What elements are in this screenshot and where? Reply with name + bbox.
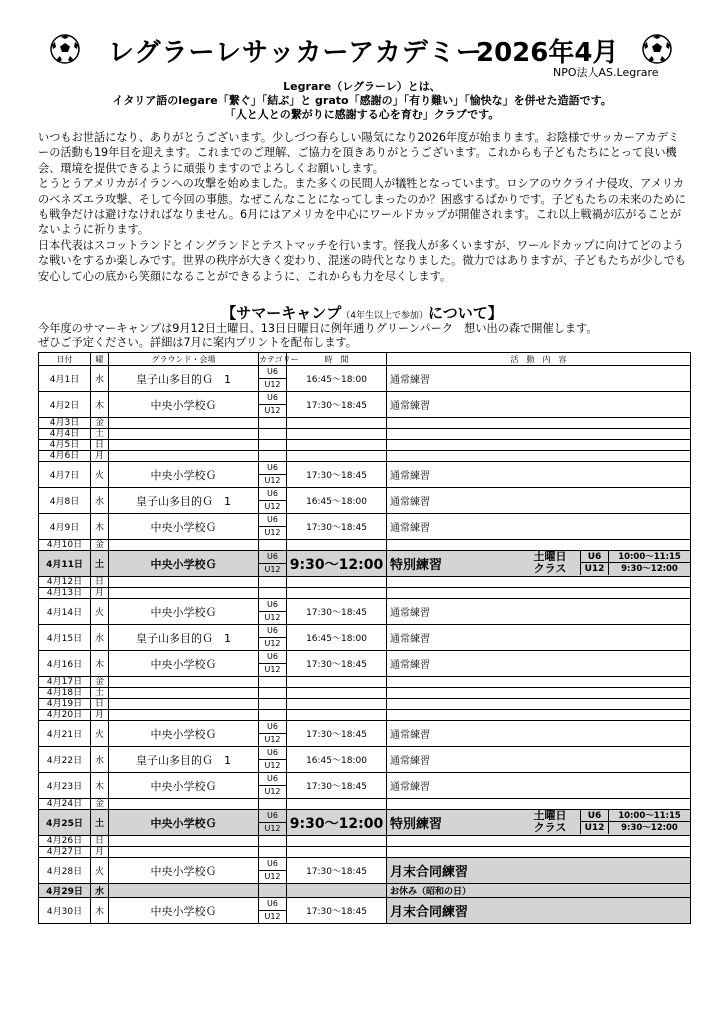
table-row xyxy=(39,799,691,810)
row-location: 中央小学校Ｇ xyxy=(109,858,259,884)
row-location xyxy=(109,884,259,898)
row-time xyxy=(287,688,387,699)
row-activity xyxy=(387,540,691,551)
row-date: 4月21日 xyxy=(39,721,91,747)
sat-u6-row xyxy=(580,810,690,822)
row-location xyxy=(109,440,259,451)
row-day-of-week: 火 xyxy=(91,858,109,884)
sat-u12-cat: U12 xyxy=(581,563,609,575)
row-time xyxy=(287,699,387,710)
header-location: グラウンド・会場 xyxy=(109,353,259,366)
row-location: 皇子山多目的Ｇ 1 xyxy=(109,488,259,514)
row-time: 17:30～18:45 xyxy=(287,773,387,799)
category-u12: U12 xyxy=(264,872,281,881)
category-u6: U6 xyxy=(259,366,286,379)
paragraph: いつもお世話になり、ありがとうございます。少しづつ春らしい陽気になり2026年度が始まります。お陰様でサッカーアカデミーの活動も19年目を迎えます。これまでのご理解、ご協力を頂きありがとうございます。これからも子どもたちにとって良い機会、環境を提供できるように頑張りますのでよろしくお願いします。 xyxy=(38,131,680,175)
row-activity xyxy=(387,699,691,710)
row-day-of-week: 木 xyxy=(91,514,109,540)
row-location: 中央小学校Ｇ xyxy=(109,773,259,799)
row-date: 4月28日 xyxy=(39,858,91,884)
sat-label-line: 土曜日 xyxy=(533,550,567,563)
row-time: 17:30～18:45 xyxy=(287,599,387,625)
table-row xyxy=(39,625,691,651)
sat-label-line: クラス xyxy=(533,821,567,834)
row-activity: 通常練習 xyxy=(387,392,691,418)
row-category xyxy=(259,577,287,588)
row-location: 皇子山多目的Ｇ 1 xyxy=(109,625,259,651)
row-time xyxy=(287,836,387,847)
row-day-of-week: 日 xyxy=(91,440,109,451)
saturday-class-box xyxy=(520,810,690,834)
row-activity: 通常練習 xyxy=(387,488,691,514)
table-row xyxy=(39,599,691,625)
row-activity xyxy=(387,577,691,588)
row-activity: 通常練習 xyxy=(387,366,691,392)
row-date: 4月27日 xyxy=(39,847,91,858)
summer-line: 今年度のサマーキャンプは9月12日土曜日、13日日曜日に例年通りグリーンパーク 想い出の森で開催します。 xyxy=(38,322,598,335)
row-date: 4月4日 xyxy=(39,429,91,440)
row-day-of-week: 金 xyxy=(91,799,109,810)
row-category xyxy=(259,488,287,514)
table-header-row xyxy=(39,353,691,366)
row-time: 16:45～18:00 xyxy=(287,366,387,392)
row-location: 中央小学校Ｇ xyxy=(109,810,259,836)
table-row xyxy=(39,651,691,677)
row-category xyxy=(259,858,287,884)
row-category xyxy=(259,810,287,836)
row-activity xyxy=(387,429,691,440)
row-location xyxy=(109,836,259,847)
row-day-of-week: 月 xyxy=(91,710,109,721)
row-activity xyxy=(387,847,691,858)
summer-camp-heading xyxy=(0,302,724,323)
row-location: 中央小学校Ｇ xyxy=(109,898,259,924)
club-intro xyxy=(0,80,724,122)
sat-u6-cat: U6 xyxy=(581,810,609,821)
header-dow: 曜 xyxy=(91,353,109,366)
row-category xyxy=(259,429,287,440)
soccer-ball-icon xyxy=(50,34,80,64)
row-date: 4月15日 xyxy=(39,625,91,651)
row-location xyxy=(109,577,259,588)
row-date: 4月5日 xyxy=(39,440,91,451)
row-day-of-week: 火 xyxy=(91,721,109,747)
row-time: 9:30～12:00 xyxy=(287,810,387,836)
category-u6: U6 xyxy=(259,551,286,564)
row-activity xyxy=(387,836,691,847)
header-date: 日付 xyxy=(39,353,91,366)
row-location xyxy=(109,588,259,599)
row-location xyxy=(109,710,259,721)
row-day-of-week: 月 xyxy=(91,451,109,462)
row-activity: 月末合同練習 xyxy=(387,858,691,884)
row-time xyxy=(287,710,387,721)
row-location: 中央小学校Ｇ xyxy=(109,551,259,577)
row-location xyxy=(109,677,259,688)
category-u6: U6 xyxy=(259,773,286,786)
row-activity xyxy=(387,688,691,699)
row-category xyxy=(259,540,287,551)
row-location: 皇子山多目的Ｇ 1 xyxy=(109,366,259,392)
row-date: 4月18日 xyxy=(39,688,91,699)
table-row xyxy=(39,710,691,721)
category-u12: U12 xyxy=(264,912,281,921)
row-category xyxy=(259,551,287,577)
row-activity xyxy=(387,551,691,577)
organization-name: NPO法人AS.Legrare xyxy=(553,66,659,79)
sat-u12-time: 9:30～12:00 xyxy=(621,564,678,574)
sat-u12-row xyxy=(580,563,690,575)
row-activity xyxy=(387,677,691,688)
row-day-of-week: 土 xyxy=(91,688,109,699)
row-date: 4月14日 xyxy=(39,599,91,625)
row-date: 4月2日 xyxy=(39,392,91,418)
category-u6: U6 xyxy=(259,514,286,527)
category-u12: U12 xyxy=(264,665,281,674)
row-location: 皇子山多目的Ｇ 1 xyxy=(109,747,259,773)
row-date: 4月13日 xyxy=(39,588,91,599)
sat-u12-time: 9:30～12:00 xyxy=(621,823,678,833)
row-location: 中央小学校Ｇ xyxy=(109,392,259,418)
row-time: 17:30～18:45 xyxy=(287,898,387,924)
row-time xyxy=(287,677,387,688)
row-day-of-week: 金 xyxy=(91,540,109,551)
row-time: 17:30～18:45 xyxy=(287,462,387,488)
row-date: 4月6日 xyxy=(39,451,91,462)
summer-title-pre: 【サマーキャンプ xyxy=(221,304,342,322)
table-row xyxy=(39,898,691,924)
sat-label-line: 土曜日 xyxy=(533,809,567,822)
row-category xyxy=(259,625,287,651)
row-activity xyxy=(387,418,691,429)
row-day-of-week: 水 xyxy=(91,488,109,514)
row-time xyxy=(287,451,387,462)
category-u6: U6 xyxy=(259,898,286,911)
row-category xyxy=(259,588,287,599)
table-row xyxy=(39,366,691,392)
row-activity xyxy=(387,799,691,810)
row-location: 中央小学校Ｇ xyxy=(109,599,259,625)
row-date: 4月30日 xyxy=(39,898,91,924)
category-u6: U6 xyxy=(259,858,286,871)
saturday-class-times xyxy=(580,551,690,575)
schedule-month: 2026年4月 xyxy=(476,38,619,68)
category-u6: U6 xyxy=(259,625,286,638)
row-day-of-week: 木 xyxy=(91,392,109,418)
category-u12: U12 xyxy=(264,380,281,389)
row-day-of-week: 土 xyxy=(91,551,109,577)
row-time xyxy=(287,540,387,551)
summer-title-post: について】 xyxy=(428,304,503,322)
header-activity: 活 動 内 容 xyxy=(387,353,691,366)
row-category xyxy=(259,747,287,773)
row-time: 16:45～18:00 xyxy=(287,625,387,651)
row-time xyxy=(287,418,387,429)
row-category xyxy=(259,366,287,392)
row-time xyxy=(287,799,387,810)
row-activity xyxy=(387,588,691,599)
page-header xyxy=(0,30,724,80)
row-category xyxy=(259,392,287,418)
row-day-of-week: 日 xyxy=(91,577,109,588)
row-activity xyxy=(387,810,691,836)
row-category xyxy=(259,462,287,488)
row-date: 4月24日 xyxy=(39,799,91,810)
row-location: 中央小学校Ｇ xyxy=(109,514,259,540)
table-row xyxy=(39,721,691,747)
row-date: 4月1日 xyxy=(39,366,91,392)
row-day-of-week: 水 xyxy=(91,884,109,898)
intro-line: 「人と人との繋がりに感謝する心を育む」クラブです。 xyxy=(224,108,500,121)
row-time xyxy=(287,847,387,858)
table-row xyxy=(39,588,691,599)
table-row xyxy=(39,847,691,858)
row-day-of-week: 日 xyxy=(91,699,109,710)
row-category xyxy=(259,773,287,799)
row-category xyxy=(259,651,287,677)
row-category xyxy=(259,836,287,847)
page-title: レグラーレサッカーアカデミー xyxy=(108,38,483,68)
category-u6: U6 xyxy=(259,488,286,501)
row-activity xyxy=(387,451,691,462)
row-day-of-week: 金 xyxy=(91,418,109,429)
saturday-class-label xyxy=(520,810,580,834)
row-category xyxy=(259,599,287,625)
table-row xyxy=(39,773,691,799)
table-row xyxy=(39,392,691,418)
row-category xyxy=(259,514,287,540)
table-row xyxy=(39,688,691,699)
row-day-of-week: 月 xyxy=(91,588,109,599)
paragraph: 日本代表はスコットランドとイングランドとテストマッチを行います。怪我人が多くいますが、ワールドカップに向けてどのような戦いをするか楽しみです。世界の秩序が大きく変わり、混迷の時代となりました。微力ではありますが、子どもたちが少しでも安心して心の底から笑顔になることができるように、これからも力を尽くします。 xyxy=(38,238,686,283)
table-row xyxy=(39,540,691,551)
row-category xyxy=(259,440,287,451)
category-u12: U12 xyxy=(264,824,281,833)
table-row xyxy=(39,462,691,488)
greeting-text xyxy=(38,130,690,284)
table-row xyxy=(39,488,691,514)
category-u6: U6 xyxy=(259,462,286,475)
row-date: 4月16日 xyxy=(39,651,91,677)
category-u12: U12 xyxy=(264,476,281,485)
row-activity: 通常練習 xyxy=(387,514,691,540)
row-time: 17:30～18:45 xyxy=(287,721,387,747)
row-date: 4月19日 xyxy=(39,699,91,710)
row-day-of-week: 土 xyxy=(91,429,109,440)
table-row xyxy=(39,884,691,898)
table-row xyxy=(39,677,691,688)
intro-line: Legrare（レグラーレ）とは、 xyxy=(283,80,441,93)
row-day-of-week: 金 xyxy=(91,677,109,688)
paragraph: とうとうアメリカがイランへの攻撃を始めました。また多くの民間人が犠牲となっています。ロシアのウクライナ侵攻、アメリカのベネズエラ攻撃、そして今回の事態。なぜこんなことになってしまったのか？困惑するばかりです。子どもたちの未来のためにも戦争だけは避けなければなりません。6月にはアメリカを中心にワールドカップが開催されます。これ以上戦禍が広がることがないように祈ります。 xyxy=(38,177,686,237)
row-day-of-week: 水 xyxy=(91,625,109,651)
row-day-of-week: 火 xyxy=(91,462,109,488)
category-u6: U6 xyxy=(259,747,286,760)
row-time: 16:45～18:00 xyxy=(287,747,387,773)
row-time: 17:30～18:45 xyxy=(287,514,387,540)
sat-u6-time: 10:00～11:15 xyxy=(618,811,681,821)
sat-u12-row xyxy=(580,822,690,834)
row-activity: 通常練習 xyxy=(387,721,691,747)
row-date: 4月26日 xyxy=(39,836,91,847)
row-activity: 通常練習 xyxy=(387,599,691,625)
row-date: 4月22日 xyxy=(39,747,91,773)
row-day-of-week: 水 xyxy=(91,747,109,773)
row-time: 17:30～18:45 xyxy=(287,858,387,884)
row-activity: 通常練習 xyxy=(387,651,691,677)
schedule-table xyxy=(38,352,691,924)
row-category xyxy=(259,799,287,810)
row-date: 4月20日 xyxy=(39,710,91,721)
table-row xyxy=(39,810,691,836)
row-location xyxy=(109,847,259,858)
activity-label: 特別練習 xyxy=(390,817,443,832)
row-category xyxy=(259,721,287,747)
row-location: 中央小学校Ｇ xyxy=(109,462,259,488)
table-row xyxy=(39,514,691,540)
row-category xyxy=(259,884,287,898)
saturday-class-times xyxy=(580,810,690,834)
table-row xyxy=(39,440,691,451)
saturday-class-box xyxy=(520,551,690,575)
table-row xyxy=(39,429,691,440)
row-date: 4月10日 xyxy=(39,540,91,551)
row-category xyxy=(259,677,287,688)
row-location xyxy=(109,418,259,429)
table-row xyxy=(39,451,691,462)
category-u12: U12 xyxy=(264,528,281,537)
category-u6: U6 xyxy=(259,651,286,664)
category-u6: U6 xyxy=(259,392,286,405)
table-row xyxy=(39,418,691,429)
row-day-of-week: 木 xyxy=(91,898,109,924)
row-location xyxy=(109,451,259,462)
header-time: 時 間 xyxy=(287,353,387,366)
row-activity xyxy=(387,440,691,451)
row-activity: お休み（昭和の日） xyxy=(387,884,691,898)
row-category xyxy=(259,847,287,858)
sat-u12-cat: U12 xyxy=(581,822,609,834)
row-day-of-week: 月 xyxy=(91,847,109,858)
row-date: 4月17日 xyxy=(39,677,91,688)
row-day-of-week: 水 xyxy=(91,366,109,392)
category-u12: U12 xyxy=(264,735,281,744)
soccer-ball-icon xyxy=(642,34,672,64)
row-date: 4月12日 xyxy=(39,577,91,588)
row-category xyxy=(259,688,287,699)
category-u6: U6 xyxy=(259,599,286,612)
row-time xyxy=(287,884,387,898)
summer-camp-text xyxy=(38,322,688,350)
header-category: カテゴリー xyxy=(259,354,299,364)
row-day-of-week: 木 xyxy=(91,651,109,677)
row-day-of-week: 火 xyxy=(91,599,109,625)
row-date: 4月3日 xyxy=(39,418,91,429)
row-location xyxy=(109,688,259,699)
table-row xyxy=(39,858,691,884)
row-time xyxy=(287,440,387,451)
row-activity: 月末合同練習 xyxy=(387,898,691,924)
sat-u6-time: 10:00～11:15 xyxy=(618,552,681,562)
row-time xyxy=(287,588,387,599)
sat-u6-cat: U6 xyxy=(581,551,609,562)
row-category xyxy=(259,699,287,710)
summer-line: ぜひご予定ください。詳細は7月に案内プリントを配布します。 xyxy=(38,336,358,349)
table-row xyxy=(39,699,691,710)
row-location xyxy=(109,429,259,440)
row-day-of-week: 木 xyxy=(91,773,109,799)
row-category xyxy=(259,451,287,462)
category-u12: U12 xyxy=(264,502,281,511)
row-date: 4月23日 xyxy=(39,773,91,799)
row-date: 4月7日 xyxy=(39,462,91,488)
row-location xyxy=(109,799,259,810)
row-time xyxy=(287,577,387,588)
row-time: 9:30～12:00 xyxy=(287,551,387,577)
category-u12: U12 xyxy=(264,565,281,574)
table-row xyxy=(39,747,691,773)
row-time: 16:45～18:00 xyxy=(287,488,387,514)
row-time xyxy=(287,429,387,440)
row-category xyxy=(259,710,287,721)
row-category xyxy=(259,418,287,429)
row-date: 4月25日 xyxy=(39,810,91,836)
row-date: 4月29日 xyxy=(39,884,91,898)
row-location xyxy=(109,540,259,551)
row-activity xyxy=(387,710,691,721)
table-row xyxy=(39,836,691,847)
category-u6: U6 xyxy=(259,721,286,734)
category-u12: U12 xyxy=(264,613,281,622)
intro-line: イタリア語のlegare「繋ぐ」「結ぶ」と grato「感謝の」「有り難い」「愉快な」を併せた造語です。 xyxy=(112,94,612,107)
category-u12: U12 xyxy=(264,761,281,770)
row-activity: 通常練習 xyxy=(387,625,691,651)
saturday-class-label xyxy=(520,551,580,575)
activity-label: 特別練習 xyxy=(390,558,443,573)
category-u12: U12 xyxy=(264,787,281,796)
category-u12: U12 xyxy=(264,639,281,648)
table-row xyxy=(39,577,691,588)
summer-title-note: （4年生以上で参加） xyxy=(341,311,429,321)
row-location: 中央小学校Ｇ xyxy=(109,651,259,677)
row-date: 4月11日 xyxy=(39,551,91,577)
row-activity: 通常練習 xyxy=(387,747,691,773)
table-row xyxy=(39,551,691,577)
row-day-of-week: 日 xyxy=(91,836,109,847)
category-u6: U6 xyxy=(259,810,286,823)
row-day-of-week: 土 xyxy=(91,810,109,836)
row-time: 17:30～18:45 xyxy=(287,392,387,418)
row-category xyxy=(259,898,287,924)
row-date: 4月8日 xyxy=(39,488,91,514)
row-activity: 通常練習 xyxy=(387,462,691,488)
sat-u6-row xyxy=(580,551,690,563)
row-time: 17:30～18:45 xyxy=(287,651,387,677)
row-activity: 通常練習 xyxy=(387,773,691,799)
row-date: 4月9日 xyxy=(39,514,91,540)
row-location xyxy=(109,699,259,710)
category-u12: U12 xyxy=(264,406,281,415)
sat-label-line: クラス xyxy=(533,562,567,575)
row-location: 中央小学校Ｇ xyxy=(109,721,259,747)
